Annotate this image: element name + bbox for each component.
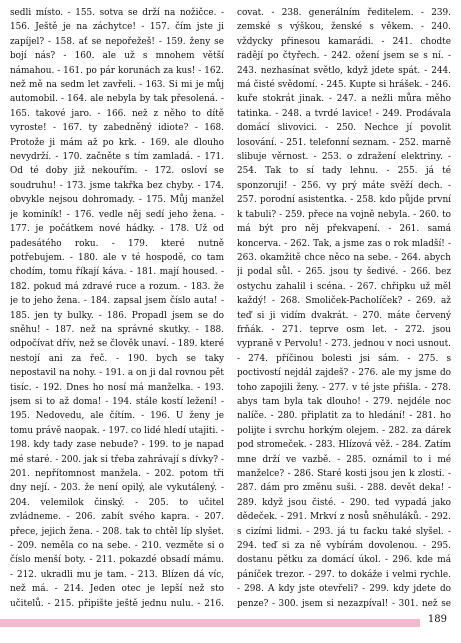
footer-bar — [0, 619, 420, 627]
text-columns — [10, 6, 451, 612]
left-column: sedli místo. - 155. sotva se drží na nožičce. - 156. Ještě je na záchytce! - 157. čím jste ji zapíjel? - 158. ať se nepořežeš! - 159. ženy se bojí nás? - 160. ale už s mnohem větší námahou. - 161. po pár korunách za kus! - 162. než mě na sedm let zavřeli. - 163. Si mi je můj automobil. - 164. ale nebyla by tak přesolená. - 165. takové jaro. - 166. než z něho to dítě vyroste! - 167. ty zabedněný idiote? - 168. Protože ji mám až po krk. - 169. ale dlouho nevydrží. - 170. začněte s tím zamladá. - 171. Od té doby již nekouřím. - 172. osloví se soudruhu! - 173. jsme takřka bez chyby. - 174. obvykle nejsou dohromady. - 175. Můj manžel je kominík! - 176. vedle něj sedí jeho žena. - 177. je počátkem nové hádky. - 178. Už od padesátého roku. - 179. které nutně potřebujem. - 180. ale v té hospodě, co tam chodím, tomu říkají káva. - 181. mají housed. - 182. pokud má zdravé ruce a rozum. - 183. že je to jeho žena. - 184. zapsal jsem číslo auta! - 185. jen ty bulky. - 186. Propadl jsem se do sněhu! - 187. než na správné skutky. - 188. odpočívat dřív, než se člověk unaví. - 189. které nestojí ani za řeč. - 190. bych se taky nepostavil na nohy. - 191. a on ji dal rovnou pět tisíc. - 192. Dnes ho nosí má manželka. - 193. jsem si to až doma! - 194. stále kostí ležení! - 195. Nedovedu, ale čítím. - 196. U ženy je tomu právě naopak. - 197. co lidé hledí utajiti. - 198. kdy tady zase nebude? - 199. to je napad mé staré. - 200. jak si třeba zahrávají s dívky? - 201. nepřítomnost manžela. - 202. potom tři dny nejí. - 203. že není opilý, ale vykutálený. - 204. velemilok činský. - 205. to učitel zvládneme. - 206. zabít svého kapra. - 207. přece, jejich žena. - 208. tak to chtěl líp slyšet. - 209. neměla co na sebe. - 210. vezměte si o číslo menší boty. - 211. pokazdé obsadí mámu. - 212. ukradli mu je tam. - 213. Blízen dá víc, než má. - 214. Jeden otec je lepší než sto učitelů. - 215. připište ještě jednu nulu. - 216. — [10, 8, 224, 609]
page-number: 189 — [427, 614, 447, 625]
right-column: covat. - 238. generálním ředitelem. - 239. zemské s výškou, ženské s věkem. - 240. vždycky přinesou kamarádi. - 241. chodte radějí po čtyřech. - 242. ožení jsem se s ní. - 243. nezhasínat světlo, když jdete spát. - 244. má čisté svědomí. - 245. Kupte si hrášek. - 246. kuře stokrát jinak. - 247. a nežli můra měho tatinka. - 248. a tvrdé lavice! - 249. Prodávala domácí slivovici. - 250. Nechce jí povolit losování. - 251. telefonní seznam. - 252. marně slibuje věrnost. - 253. o zdražení elektriny. - 254. Tak to sí tady lehnu. - 255. já té sponzoruji! - 256. vy prý máte svěží dech. - 257. porodní asistentka. - 258. kdo půjde první k tabuli? - 259. přece na vojně nebyla. - 260. to má být pro něj překvapení. - 261. samá koncerva. - 262. Tak, a jsme zas o rok mladší! - 263. okamžitě chce něco na sebe. - 264. abych ji podal sůl. - 265. jsou ty šedivé. - 266. bez ostychu zahalil i scéna. - 267. chřipku už měl každý! - 268. Smoliček-Pacholíček? - 269. až teď si ji vidím dvakrát. - 270. máte červený frňák. - 271. teprve osm let. - 272. jsou vypraně v Pervolu! - 273. jednou v noci usnout. - 274. příčinou bolesti jsi sám. - 275. s poctivostí nejdál zajdeš? - 276. ale my jsme do toho zapojili ženy. - 277. v té jste přišla. - 278. abys tam byla tak dlouho! - 279. nejdéle noc nalíče. - 280. připlatit za to hledání! - 281. ho polijte i svrchu horkým olejem. - 282. za dárek pod stromeček. - 283. Hlízová věž. - 284. Zatím mne drží ve vazbě. - 285. oznámil to i mé manželce? - 286. Staré kosti jsou jen k zlosti. - 287. dám pro změnu suši. - 288. devět deka! - 289. když jsou čisté. - 290. ted vypadá jako dědeček. - 291. Mrkví z nosů sněhuláků. - 292. s cizími lidmi. - 293. já tu facku také slyšel. - 294. teď si za ně vybírám dovolenou. - 295. dostanu pětku za domácí úkol. - 296. kde má páníček trezor. - 297. to dokáže i velmi rychle. - 298. A kdy jste otevřeli? - 299. kdy jdete do penze? - 300. jsem si nezazpíval! - 301. než se — [237, 8, 451, 609]
